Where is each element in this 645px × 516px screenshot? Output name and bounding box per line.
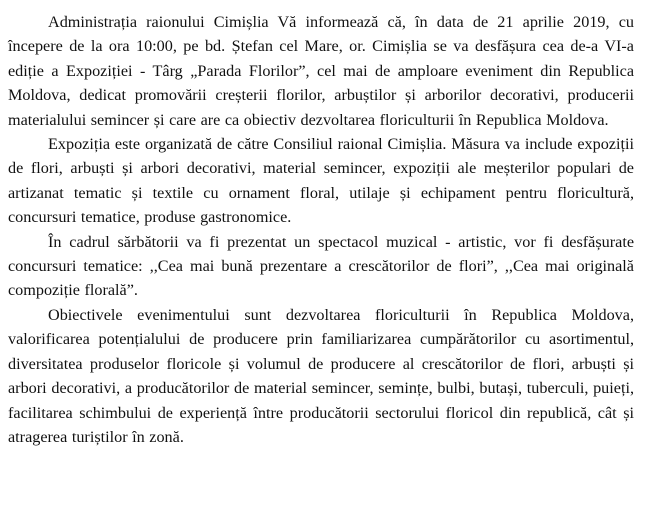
document-body [8,10,634,449]
paragraph-program: În cadrul sărbătorii va fi prezentat un spectacol muzical - artistic, vor fi desfășurate concursuri tematice: ,,Cea mai bună prezentare a crescătorilor de flori”, ,,Cea mai originală compoziție florală”. [8,232,634,300]
paragraph-organization: Expoziția este organizată de către Consiliul raional Cimișlia. Măsura va include expoziții de flori, arbuști și arbori decorativi, material semincer, expoziții ale meșterilor populari de artizanat tematic și textile cu ornament floral, utilaje și echipament pentru floricultură, concursuri tematice, produse gastronomice. [8,135,634,227]
paragraph-announcement: Administrația raionului Cimișlia Vă informează că, în data de 21 aprilie 2019, cu începere de la ora 10:00, pe bd. Ștefan cel Mare, or. Cimișlia se va desfășura cea de-a VI-a ediție a Expoziției - Târg „Parada Florilor”, cel mai de amploare eveniment din Republica Moldova, dedicat promovării creșterii florilor, arbuștilor și arborilor decorativi, producerii materialului semincer și care are ca obiectiv dezvoltarea floriculturii în Republica Moldova. [8,13,634,129]
paragraph-objectives: Obiectivele evenimentului sunt dezvoltarea floriculturii în Republica Moldova, valorificarea potențialului de producere prin familiarizarea cumpărătorilor cu asortimentul, diversitatea produselor floricole și volumul de producere al crescătorilor de flori, arbuști și arbori decorativi, a producătorilor de material semincer, semințe, bulbi, butași, tuberculi, puieți, facilitarea schimbului de experiență între producătorii sectorului floricol din republică, cât și atragerea turiștilor în zonă. [8,305,634,446]
